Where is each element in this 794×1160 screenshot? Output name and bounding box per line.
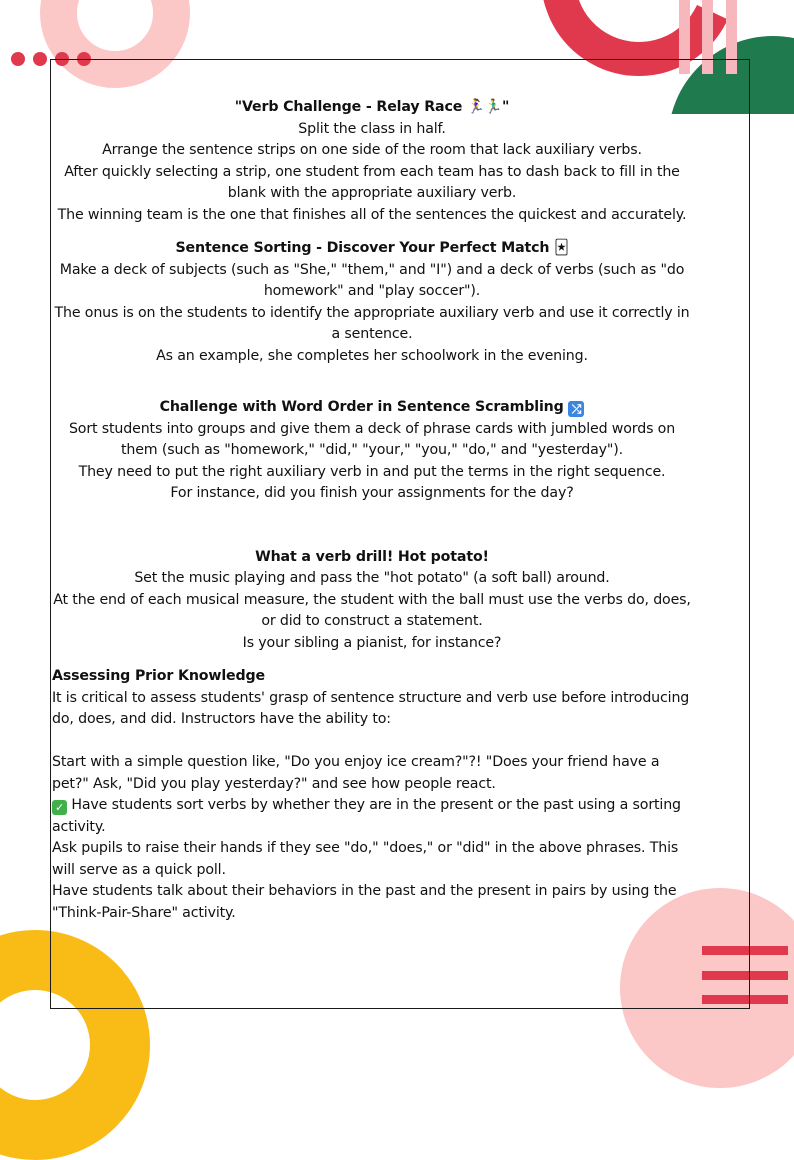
- activity-word-order: [52, 397, 692, 505]
- section-heading: "Verb Challenge - Relay Race 🏃‍♀️🏃‍♂️": [234, 99, 510, 115]
- section-line: After quickly selecting a strip, one student from each team has to dash back to fill in the blank with the appropriate auxiliary verb.: [64, 163, 680, 201]
- activity-relay-race: [52, 97, 692, 226]
- section-line: At the end of each musical measure, the student with the ball must use the verbs do, does, or did to construct a statement.: [53, 591, 691, 629]
- activity-sentence-sorting: [52, 238, 692, 367]
- section-line: The onus is on the students to identify the appropriate auxiliary verb and use it correctly in a sentence.: [54, 304, 690, 342]
- decorative-dot: [11, 52, 25, 66]
- assessment-item: Ask pupils to raise their hands if they see "do," "does," or "did" in the above phrases. This will serve as a quick poll.: [52, 840, 679, 878]
- assessment-item-row: [52, 795, 692, 838]
- document-content: [52, 97, 692, 924]
- section-heading-row: [52, 397, 692, 419]
- section-line: They need to put the right auxiliary verb in and put the terms in the right sequence.: [78, 463, 666, 480]
- section-line: Make a deck of subjects (such as "She," "them," and "I") and a deck of verbs (such as "do homework" and "play soccer").: [59, 261, 685, 299]
- section-heading: Assessing Prior Knowledge: [52, 668, 265, 684]
- section-heading: What a verb drill! Hot potato!: [255, 548, 489, 565]
- assessment-item: Start with a simple question like, "Do you enjoy ice cream?"?! "Does your friend have a pet?" Ask, "Did you play yesterday?" and see how people react.: [52, 754, 660, 792]
- shuffle-icon: ⤮: [568, 401, 584, 417]
- activity-hot-potato: [52, 547, 692, 655]
- section-heading: Challenge with Word Order in Sentence Scrambling: [159, 399, 564, 415]
- check-mark-icon: ✓: [52, 800, 67, 815]
- section-line: For instance, did you finish your assignments for the day?: [170, 485, 574, 501]
- section-heading: Sentence Sorting - Discover Your Perfect Match 🃏: [175, 240, 569, 256]
- section-line: Split the class in half.: [298, 120, 446, 137]
- section-line: Sort students into groups and give them a deck of phrase cards with jumbled words on them (such as "homework," "did," "your," "you," "do," and "yesterday").: [68, 420, 676, 458]
- section-line: Set the music playing and pass the "hot potato" (a soft ball) around.: [134, 570, 610, 586]
- assessment-intro: It is critical to assess students' grasp of sentence structure and verb use before introducing do, does, and did. Instructors have the ability to:: [52, 689, 690, 727]
- assessment-item: Have students talk about their behaviors in the past and the present in pairs by using the "Think-Pair-Share" activity.: [52, 883, 677, 921]
- section-line: Arrange the sentence strips on one side of the room that lack auxiliary verbs.: [102, 142, 642, 158]
- decorative-dot: [33, 52, 47, 66]
- section-line: The winning team is the one that finishes all of the sentences the quickest and accurately.: [57, 206, 687, 223]
- section-line: Is your sibling a pianist, for instance?: [242, 634, 502, 651]
- assessment-section: [52, 666, 692, 924]
- section-line: As an example, she completes her schoolwork in the evening.: [156, 347, 588, 364]
- assessment-item: Have students sort verbs by whether they are in the present or the past using a sorting activity.: [52, 797, 681, 835]
